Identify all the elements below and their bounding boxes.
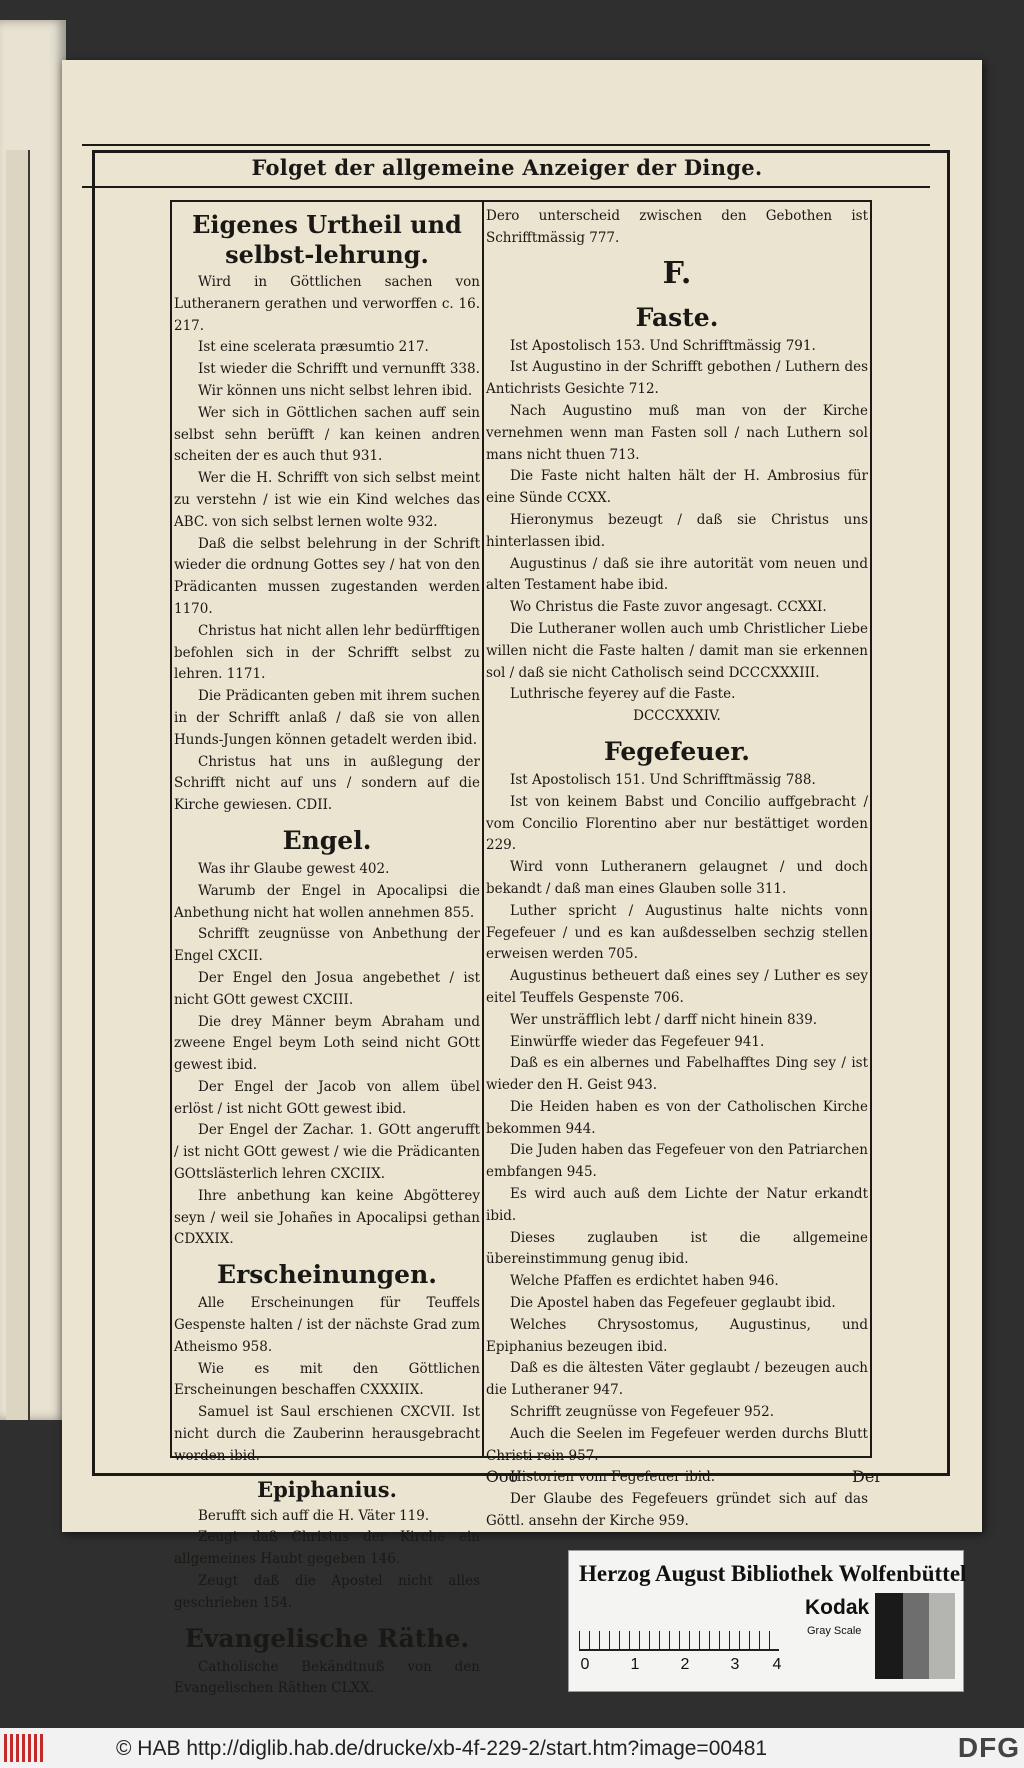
entry-paragraph: Zeugt daß Christus der Kirche ein allgemeines Haubt gegeben 146. [174,1529,480,1568]
scale-ruler [579,1599,779,1651]
entry-paragraph: Die Heiden haben es von der Catholischen Kirche bekommen 944. [486,1098,868,1137]
entry-paragraph: Die Lutheraner wollen auch umb Christlicher Liebe willen nicht die Faste halten / damit man sie erkennen sol / daß sie nicht Catholisch seind DCCCXXXIII. [486,620,868,681]
entry-paragraph: Ist wieder die Schrifft und vernunfft 338. [198,361,480,378]
section-heading: Fegefeuer. [604,736,750,766]
ruler-number: 4 [772,1656,782,1673]
section-heading: Engel. [282,825,372,855]
catchword: Der [852,1467,882,1486]
entry-paragraph: Was ihr Glaube gewest 402. [198,860,390,877]
entry-paragraph: Der Glaube des Fegefeuers gründet sich auf das Göttl. ansehn der Kirche 959. [486,1491,868,1530]
right-column [486,206,868,1533]
entry-paragraph: Wo Christus die Faste zuvor angesagt. CCXXI. [510,599,827,616]
entry-paragraph: Es wird auch auß dem Lichte der Natur erkandt ibid. [486,1186,868,1224]
entry-paragraph: Daß es die ältesten Väter geglaubt / bezeugen auch die Lutheraner 947. [486,1360,868,1399]
entry-paragraph: Ist von keinem Babst und Concilio auffgebracht / vom Concilio Florentino aber nur bestättiget worden 229. [486,793,868,854]
entry-paragraph: Hieronymus bezeugt / daß sie Christus uns hinterlassen ibid. [486,511,868,550]
left-column [174,206,480,1700]
entry-paragraph: Der Engel der Zachar. 1. GOtt angerufft / ist nicht GOtt gewest / wie die Prädicanten GOttslästerlich lehren CXCIIX. [174,1122,480,1183]
gray-scale-label: Gray Scale [807,1625,862,1637]
entry-paragraph: Die Prädicanten geben mit ihrem suchen in der Schrifft anlaß / daß sie von allen Hunds-Jungen können getadelt werden ibid. [174,688,480,748]
entry-paragraph: Ist eine scelerata præsumtio 217. [198,339,429,356]
entry-paragraph: Welche Pfaffen es erdichtet haben 946. [510,1273,779,1290]
entry-paragraph: Die Faste nicht halten hält der H. Ambrosius für eine Sünde CCXX. [486,468,868,507]
section-heading: Erscheinungen. [217,1260,437,1290]
section-heading: Evangelische Räthe. [184,1623,470,1653]
section-body [174,272,480,817]
entry-paragraph: Einwürffe wieder das Fegefeuer 941. [510,1033,765,1050]
ruler-number: 3 [730,1656,740,1673]
entry-paragraph: Zeugt daß die Apostel nicht alles geschrieben 154. [174,1573,480,1611]
entry-paragraph: Berufft sich auff die H. Väter 119. [198,1507,430,1524]
entry-paragraph: Augustinus betheuert daß eines sey / Luther es sey eitel Teuffels Gespenste 706. [486,968,868,1006]
entry-paragraph: Die Juden haben das Fegefeuer von den Patriarchen embfangen 945. [486,1142,868,1181]
entry-paragraph: Nach Augustino muß man von der Kirche vernehmen wenn man Fasten soll / nach Luthern sol mans nicht thuen 713. [486,402,868,463]
section-body [486,336,868,707]
section-closing: DCCCXXXIV. [633,708,721,725]
entry-paragraph: Augustinus / daß sie ihre autorität vom neuen und alten Testament habe ibid. [486,555,868,594]
entry-paragraph: Samuel ist Saul erschienen CXCVII. Ist nicht durch die Zauberinn herausgebracht worden ibid. [174,1404,480,1464]
section-body [174,1657,480,1701]
dfg-logo: DFG [957,1732,1020,1763]
entry-paragraph: Ist Apostolisch 153. Und Schrifftmässig 791. [510,337,816,354]
entry-paragraph: Daß es ein albernes und Fabelhafftes Ding sey / ist wieder den H. Geist 943. [486,1055,868,1094]
left-page-fold [6,150,30,1420]
swatch-light [929,1593,955,1679]
entry-paragraph: Ist Apostolisch 151. Und Schrifftmässig 788. [510,771,816,788]
entry-paragraph: Wir können uns nicht selbst lehren ibid. [198,382,473,399]
entry-paragraph: Schrifft zeugnüsse von Fegefeuer 952. [510,1404,775,1421]
head-rule-top [82,144,930,146]
running-head: Folget der allgemeine Anzeiger der Dinge. [251,155,763,180]
entry-paragraph: Die Apostel haben das Fegefeuer geglaubt ibid. [510,1295,836,1312]
entry-paragraph: Luthrische feyerey auf die Faste. [510,686,736,703]
intro-paragraph: Dero unterscheid zwischen den Gebothen ist Schrifftmässig 777. [486,208,868,246]
column-divider [482,200,484,1458]
entry-paragraph: Ihre anbethung kan keine Abgötterey seyn / weil sie Johañes in Apocalipsi gethan CDXXIX. [174,1187,480,1248]
entry-paragraph: Dieses zuglauben ist die allgemeine übereinstimmung genug ibid. [486,1229,868,1268]
letter-heading: F. [662,255,692,291]
section-heading: Epiphanius. [257,1476,397,1502]
entry-paragraph: Wer die H. Schrifft von sich selbst meint zu verstehn / ist wie ein Kind welches das ABC. von sich selbst lernen wolte 932. [174,470,480,530]
entry-paragraph: Schrifft zeugnüsse von Anbethung der Engel CXCII. [174,926,480,965]
section-heading: Eigenes Urtheil und selbst-lehrung. [192,210,462,269]
entry-paragraph: Wer unsträfflich lebt / darff nicht hinein 839. [510,1011,818,1028]
section-heading: Faste. [635,302,719,332]
entry-paragraph: Wird vonn Lutheranern gelaugnet / und doch bekandt / daß man eines Glauben solle 311. [486,859,868,897]
entry-paragraph: Welches Chrysostomus, Augustinus, und Epiphanius bezeugen ibid. [486,1316,868,1355]
entry-paragraph: Der Engel den Josua angebethet / ist nicht GOtt gewest CXCIII. [174,969,480,1008]
footer-bar [0,1728,1024,1768]
entry-paragraph: Die drey Männer beym Abraham und zweene Engel beym Loth seind nicht GOtt gewest ibid. [174,1013,480,1074]
hab-logo-icon [4,1734,46,1762]
ruler-number: 2 [680,1656,690,1673]
entry-paragraph: Catholische Bekändtnuß von den Evangelischen Räthen CLXX. [174,1658,480,1697]
entry-paragraph: Luther spricht / Augustinus halte nichts vonn Fegefeuer / und es kan außdesselben sechzig stellen erweisen werden 705. [486,902,868,963]
swatch-gray [903,1593,929,1679]
swatch-black [875,1593,903,1679]
signature-mark: Ooo [485,1467,519,1486]
footer-link[interactable]: © HAB http://diglib.hab.de/drucke/xb-4f-229-2/start.htm?image=00481 [116,1737,768,1760]
ruler-number: 0 [580,1656,590,1673]
entry-paragraph: Wer sich in Göttlichen sachen auff sein selbst sehn berüfft / kan keinen andren scheiten der es auch thut 931. [174,404,480,465]
kodak-brand: Kodak [805,1596,870,1619]
section-body [174,1506,480,1615]
entry-paragraph: Der Engel der Jacob von allem übel erlöst / ist nicht GOtt gewest ibid. [174,1078,480,1117]
section-body [174,1293,480,1467]
entry-paragraph: Warumb der Engel in Apocalipsi die Anbethung nicht hat wollen annehmen 855. [174,882,480,921]
entry-paragraph: Christus hat nicht allen lehr bedürfftigen befohlen sich in der Schrifft selbst zu lehren. 1171. [174,622,480,683]
card-title: Herzog August Bibliothek Wolfenbüttel [579,1561,967,1586]
entry-paragraph: Ist Augustino in der Schrifft gebothen / Luthern des Antichrists Gesichte 712. [486,359,868,398]
entry-paragraph: Historien vom Fegefeuer ibid. [510,1469,716,1486]
entry-paragraph: Wird in Göttlichen sachen von Lutheranern gerathen und verworffen c. 16. 217. [174,274,480,334]
ruler-number: 1 [630,1656,640,1673]
section-body [486,770,868,1533]
section-body [174,859,480,1251]
entry-paragraph: Christus hat uns in außlegung der Schrifft nicht auf uns / sondern auf die Kirche gewiesen. CDII. [174,753,480,814]
entry-paragraph: Daß die selbst belehrung in der Schrift wieder die ordnung Gottes sey / hat von den Prädicanten mussen zugestanden werden 1170. [174,535,480,617]
entry-paragraph: Auch die Seelen im Fegefeuer werden durchs Blutt Christi rein 957. [486,1425,868,1464]
color-calibration-card [568,1550,967,1692]
entry-paragraph: Alle Erscheinungen für Teuffels Gespenste halten / ist der nächste Grad zum Atheismo 958. [174,1295,480,1355]
entry-paragraph: Wie es mit den Göttlichen Erscheinungen beschaffen CXXXIIX. [174,1360,480,1399]
